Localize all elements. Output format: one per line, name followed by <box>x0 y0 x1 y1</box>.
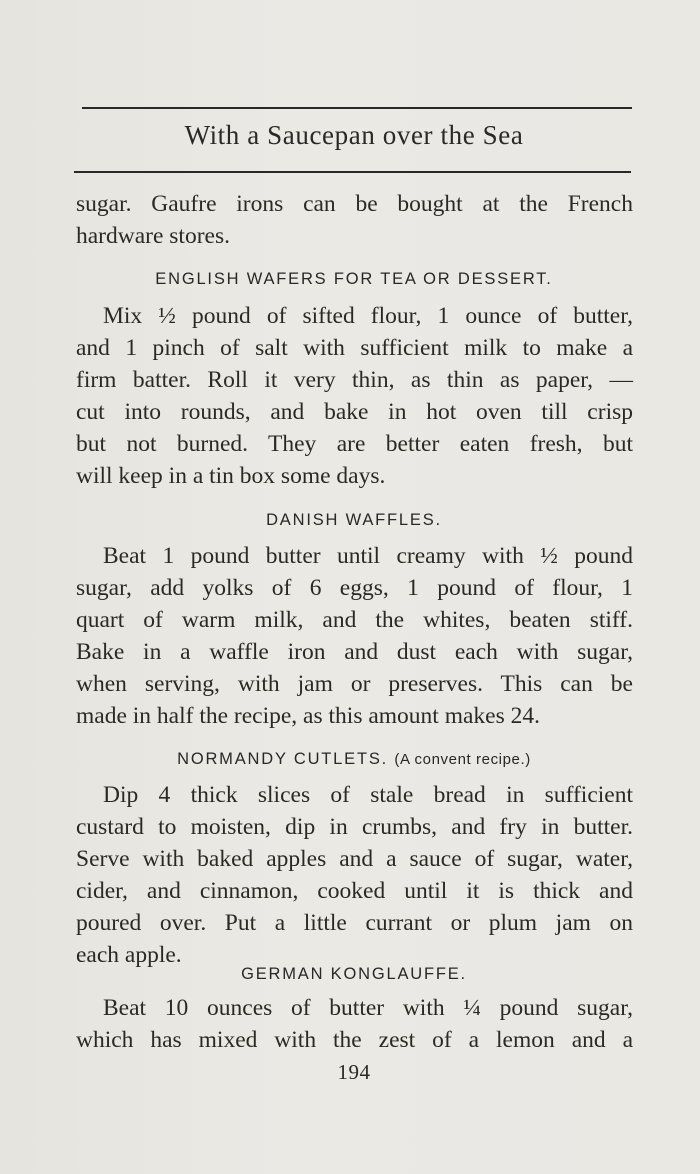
text-line: Beat 10 ounces of butter with ¼ pound sugar, <box>103 995 633 1021</box>
recipe-paragraph-danish-waffles <box>76 540 633 732</box>
text-line: when serving, with jam or preserves. This can be <box>76 671 633 697</box>
text-line: made in half the recipe, as this amount makes 24. <box>76 703 540 729</box>
text-line: cut into rounds, and bake in hot oven till crisp <box>76 399 633 425</box>
recipe-heading-normandy-cutlets <box>76 750 632 769</box>
running-head: With a Saucepan over the Sea <box>184 120 524 150</box>
text-line: which has mixed with the zest of a lemon and a <box>76 1027 633 1053</box>
text-line: cider, and cinnamon, cooked until it is thick and <box>76 878 633 904</box>
header-rule-bottom <box>74 171 631 173</box>
text-line: custard to moisten, dip in crumbs, and fry in butter. <box>76 814 633 840</box>
text-line: sugar. Gaufre irons can be bought at the French <box>76 191 633 217</box>
text-line: Dip 4 thick slices of stale bread in sufficient <box>103 782 633 808</box>
recipe-paragraph-german-konglauffe <box>76 992 633 1056</box>
heading-title: NORMANDY CUTLETS. <box>177 750 389 768</box>
text-line: poured over. Put a little currant or plum jam on <box>76 910 633 936</box>
recipe-paragraph-english-wafers <box>76 300 633 492</box>
recipe-heading-english-wafers: ENGLISH WAFERS FOR TEA OR DESSERT. <box>155 270 553 288</box>
header-rule-top <box>82 107 632 109</box>
text-line: Bake in a waffle iron and dust each with sugar, <box>76 639 633 665</box>
heading-subtitle: (A convent recipe.) <box>394 751 531 768</box>
text-line: firm batter. Roll it very thin, as thin as paper, — <box>76 367 633 393</box>
text-line: and 1 pinch of salt with sufficient milk to make a <box>76 335 633 361</box>
text-line: Mix ½ pound of sifted flour, 1 ounce of butter, <box>103 303 633 329</box>
text-line: but not burned. They are better eaten fresh, but <box>76 431 633 457</box>
recipe-heading-danish-waffles: DANISH WAFFLES. <box>266 511 442 529</box>
text-line: will keep in a tin box some days. <box>76 463 386 489</box>
recipe-paragraph-normandy-cutlets <box>76 779 633 971</box>
text-line: Serve with baked apples and a sauce of sugar, water, <box>76 846 633 872</box>
intro-paragraph <box>76 188 633 252</box>
text-line: hardware stores. <box>76 223 230 249</box>
text-line: sugar, add yolks of 6 eggs, 1 pound of flour, 1 <box>76 575 633 601</box>
text-line: each apple. <box>76 942 182 968</box>
text-line: quart of warm milk, and the whites, beaten stiff. <box>76 607 633 633</box>
recipe-heading-german-konglauffe: GERMAN KONGLAUFFE. <box>241 965 467 983</box>
page-number: 194 <box>337 1060 371 1084</box>
text-line: Beat 1 pound butter until creamy with ½ pound <box>103 543 633 569</box>
